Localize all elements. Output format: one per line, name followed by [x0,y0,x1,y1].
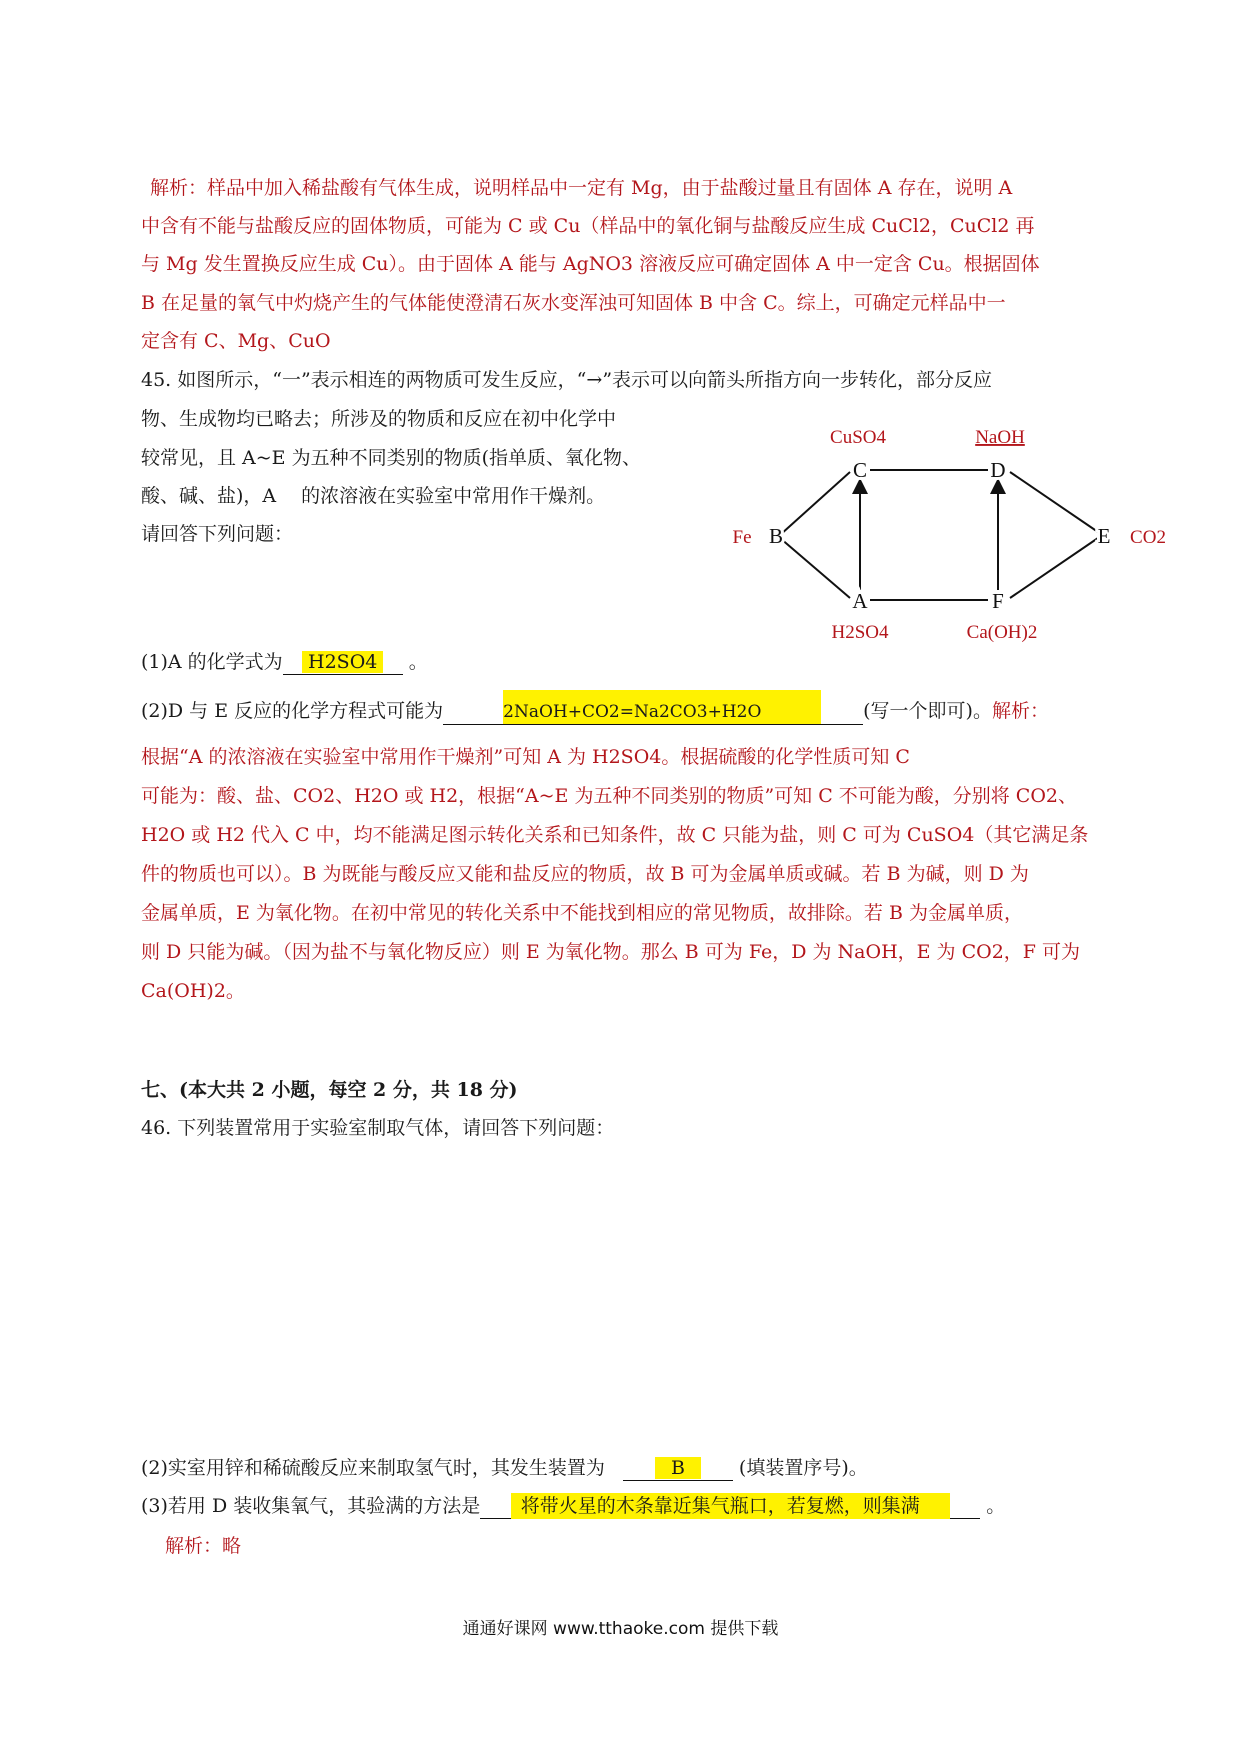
node-b-substance: Fe [732,527,752,548]
q46-sub-2-suffix: (填装置序号)。 [738,1457,868,1479]
question-45-sub-2 [141,690,1049,725]
node-a-substance: H2SO4 [831,622,889,643]
analysis-45-line-4: 件的物质也可以）。B 为既能与酸反应又能和盐反应的物质，故 B 可为金属单质或碱。若 B 为碱，则 D 为 [141,863,1029,885]
sub-2-prefix: (2)D 与 E 反应的化学方程式可能为 [141,700,444,722]
question-45-line-2: 物、生成物均已略去；所涉及的物质和反应在初中化学中 [141,408,617,430]
q46-sub-3-answer-blank[interactable] [480,1494,980,1519]
node-c-substance: CuSO4 [830,427,886,448]
edge-d-e [1010,472,1098,532]
analysis-44-line-2: 中含有不能与盐酸反应的固体物质，可能为 C 或 Cu（样品中的氧化铜与盐酸反应生成 CuCl2，CuCl2 再 [141,215,1035,237]
node-d-letter: D [990,458,1006,482]
q46-sub-3-prefix: (3)若用 D 装收集氧气，其验满的方法是 [141,1495,481,1517]
question-45-line-3: 较常见，且 A~E 为五种不同类别的物质(指单质、氧化物、 [141,447,642,469]
analysis-45-line-6: 则 D 只能为碱。（因为盐不与氧化物反应）则 E 为氧化物。那么 B 可为 Fe，D 为 NaOH，E 为 CO2，F 可为 [141,941,1081,963]
q46-sub-2-prefix: (2)实室用锌和稀硫酸反应来制取氢气时，其发生装置为 [141,1457,605,1479]
analysis-45-line-1: 根据“A 的浓溶液在实验室中常用作干燥剂”可知 A 为 H2SO4。根据硫酸的化学性质可知 C [141,746,910,768]
node-f-substance: Ca(OH)2 [966,622,1038,643]
page-footer: 通通好课网 www.tthaoke.com 提供下载 [462,1619,779,1639]
node-b-letter: B [768,524,784,548]
analysis-44-line-1: 解析：样品中加入稀盐酸有气体生成，说明样品中一定有 Mg，由于盐酸过量且有固体 A 存在，说明 A [150,177,1013,199]
question-45-line-4: 酸、碱、盐)，A 的浓溶液在实验室中常用作干燥剂。 [141,485,606,507]
section-7-heading: 七、(本大共 2 小题，每空 2 分，共 18 分) [141,1079,518,1101]
analysis-44-line-5: 定含有 C、Mg、CuO [141,330,331,352]
question-45-sub-1 [141,650,428,675]
sub-2-suffix: (写一个即可)。 [863,700,992,722]
analysis-45-line-2: 可能为：酸、盐、CO2、H2O 或 H2，根据“A~E 为五种不同类别的物质”可知 C 不可能为酸，分别将 CO2、 [141,785,1078,807]
analysis-45-line-3: H2O 或 H2 代入 C 中，均不能满足图示转化关系和已知条件，故 C 只能为盐，则 C 可为 CuSO4（其它满足条 [141,824,1089,846]
edge-f-e [1010,538,1098,598]
q46-sub-2-answer: B [655,1457,701,1479]
edge-b-c [780,472,850,535]
sub-2-analysis-label: 解析： [991,700,1049,722]
node-e-substance: CO2 [1130,527,1166,548]
sub-2-answer-blank[interactable] [443,690,863,725]
question-46-sub-2 [141,1456,868,1481]
question-46-analysis: 解析：略 [165,1535,242,1557]
analysis-45-line-7: Ca(OH)2。 [141,980,245,1002]
sub-1-answer-blank[interactable] [283,650,403,675]
question-45-line-1: 45. 如图所示，“一”表示相连的两物质可发生反应，“→”表示可以向箭头所指方向一步转化，部分反应 [141,369,993,391]
node-d-substance: NaOH [975,427,1025,448]
question-46-stem: 46. 下列装置常用于实验室制取气体，请回答下列问题： [141,1117,615,1139]
analysis-44-line-4: B 在足量的氧气中灼烧产生的气体能使澄清石灰水变浑浊可知固体 B 中含 C。综上，可确定元样品中一 [141,292,1006,314]
question-46-sub-3 [141,1494,1005,1519]
sub-1-prefix: (1)A 的化学式为 [141,651,283,673]
question-45-line-5: 请回答下列问题： [141,523,294,545]
node-c-letter: C [852,458,868,482]
sub-1-suffix: 。 [408,651,428,673]
node-f-letter: F [992,589,1004,613]
node-e-letter: E [1097,524,1111,548]
edge-b-a [780,538,850,598]
analysis-44-line-3: 与 Mg 发生置换反应生成 Cu）。由于固体 A 能与 AgNO3 溶液反应可确定固体 A 中一定含 Cu。根据固体 [141,253,1040,275]
q46-sub-3-answer: 将带火星的木条靠近集气瓶口，若复燃，则集满 [511,1493,950,1519]
node-a-letter: A [852,589,868,613]
sub-1-answer: H2SO4 [302,651,383,673]
q46-sub-2-answer-blank[interactable] [623,1456,733,1481]
analysis-45-line-5: 金属单质，E 为氧化物。在初中常见的转化关系中不能找到相应的常见物质，故排除。若 B 为金属单质， [141,902,1023,924]
sub-2-answer: 2NaOH+CO2=Na2CO3+H2O [503,690,821,724]
q46-sub-3-suffix: 。 [986,1495,1006,1517]
reaction-diagram [720,410,1180,650]
